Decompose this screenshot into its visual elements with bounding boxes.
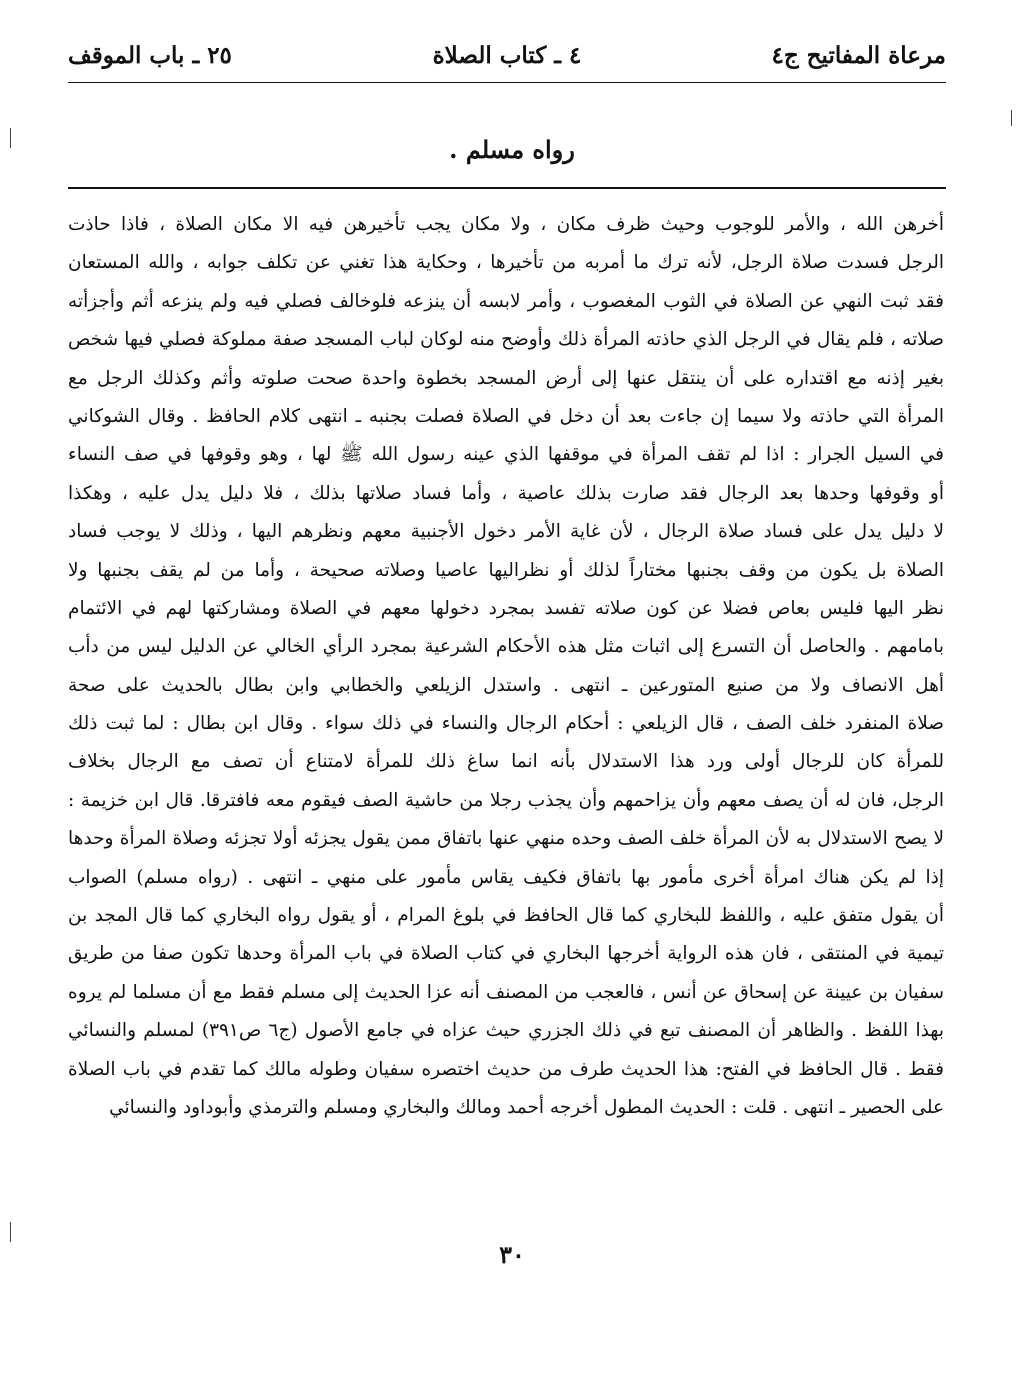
text-line: لا يصح الاستدلال به لأن المرأة خلف الصف وحده منهي عنها باتفاق ممن يقول يجزئه أولا تجزئه وصلاة المرأة وحدها: [68, 828, 944, 850]
text-line: بهذا اللفظ . والظاهر أن المصنف تبع في ذلك الجزري حيث عزاه في جامع الأصول (ج٦ ص٣٩١) لمسلم والنسائي: [68, 1020, 944, 1042]
text-line: فقط . قال الحافظ في الفتح: هذا الحديث طرف من حديث اختصره سفيان وطوله مالك كما تقدم في باب الصلاة: [68, 1058, 944, 1080]
commentary-body: [68, 206, 944, 1127]
text-line: سفيان بن عيينة عن إسحاق عن أنس ، فالعجب من المصنف أنه عزا الحديث إلى مسلم فقط مع أن مسلما لم يروه: [68, 981, 944, 1003]
header-chapter: ٤ ـ كتاب الصلاة: [432, 42, 582, 69]
running-header: [68, 38, 946, 78]
text-line: المرأة التي حاذته ولا سيما إن جاءت بعد أن دخل في الصلاة فصلت بجنبه ـ انتهى كلام الحافظ . وقال الشوكاني: [68, 405, 944, 427]
text-line: بامامهم . والحاصل أن التسرع إلى اثبات مثل هذه الأحكام الشرعية بمجرد الرأي الخالي عن الدليل ليس من دأب: [68, 636, 944, 658]
text-line: نظر اليها فليس بعاص فضلا عن كون صلاته تفسد بمجرد دخولها معهم في الصلاة ومشاركتها لهم في الائتمام: [68, 597, 944, 619]
text-line: أخرهن الله ، والأمر للوجوب وحيث ظرف مكان ، ولا مكان يجب تأخيرهن فيه الا مكان الصلاة ، فاذا حاذت: [68, 214, 944, 235]
header-divider: [68, 82, 946, 83]
header-section: ٢٥ ـ باب الموقف: [68, 42, 232, 69]
text-line: صلاته ، فلم يقال في الرجل الذي حاذته المرأة ذلك وأوضح منه لوكان لباب المسجد صفة مملوكة فصلي فيها شخص: [68, 329, 944, 351]
text-line: على الحصير ـ انتهى . قلت : الحديث المطول أخرجه أحمد ومالك والبخاري ومسلم والترمذي وأبوداود والنسائي: [109, 1096, 944, 1118]
text-line: أهل الانصاف ولا من صنيع المتورعين ـ انتهى . واستدل الزيلعي والخطابي وابن بطال بالحديث على صحة: [68, 674, 944, 696]
text-line: تيمية في المنتقى ، فان هذه الرواية أخرجها البخاري في كتاب الصلاة في باب المرأة وحدها تكون صفا من طريق: [68, 943, 944, 965]
page-number: ٣٠: [499, 1240, 525, 1269]
text-line: الصلاة بل يكون من وقف بجنبها مختاراً لذلك أو نظراليها عاصيا وصلاته صحيحة ، وأما من لم يقف بجنبها ولا: [68, 559, 944, 581]
text-line: بغير إذنه مع اقتداره على أن ينتقل عنها إلى أرض المسجد بخطوة واحدة صحت صلوته وأثم وكذلك الرجل مع: [68, 367, 944, 389]
section-divider: [68, 187, 946, 189]
text-line: في السيل الجرار : اذا لم تقف المرأة في موقفها الذي عينه رسول الله ﷺ لها ، وهو وقوفها في صف النساء: [68, 444, 944, 466]
scan-mark: [1011, 110, 1012, 126]
hadith-reference: رواه مسلم .: [449, 135, 575, 164]
text-line: أو وقوفها وحدها بعد الرجال فقد صارت بذلك عاصية ، وأما فساد صلاتها بذلك ، فلا دليل يدل عليه ، وهكذا: [68, 482, 944, 504]
text-line: أن يقول متفق عليه ، واللفظ للبخاري كما قال الحافظ في بلوغ المرام ، أو يقول رواه البخاري كما قال المجد بن: [68, 905, 944, 927]
text-line: فقد ثبت النهي عن الصلاة في الثوب المغصوب ، وأمر لابسه أن ينزعه فلوخالف فصلي فيه ولم ينزعه أثم وأجزأته: [68, 290, 944, 312]
scan-mark: [10, 1222, 11, 1242]
scan-mark: [10, 128, 11, 148]
text-line: صلاة المنفرد خلف الصف ، قال الزيلعي : أحكام الرجال والنساء في ذلك سواء . وقال ابن بطال : لما ثبت ذلك: [68, 713, 944, 735]
header-book-title: مرعاة المفاتيح ج٤: [771, 42, 946, 69]
text-line: إذا لم يكن هناك امرأة أخرى مأمور بها باتفاق فكيف يقاس مأمور على منهي ـ انتهى . (رواه مسلم) الصواب: [68, 866, 944, 888]
text-line: الرجل فسدت صلاة الرجل، لأنه ترك ما أمربه من تأخيرها ، وحكاية هذا تغني عن تكلف جوابه ، والله المستعان: [68, 252, 944, 274]
text-line: الرجل، فان له أن يصف معهم وأن يزاحمهم وأن يجذب رجلا من حاشية الصف فيقوم معه فافترقا. قال ابن خزيمة :: [68, 789, 944, 811]
text-line: لا دليل يدل على فساد صلاة الرجال ، لأن غاية الأمر دخول الأجنبية معهم ونظرهم اليها ، وذلك لا يوجب فساد: [68, 521, 944, 543]
text-line: للمرأة كان للرجال أولى ورد هذا الاستدلال بأنه انما ساغ ذلك للمرأة لامتناع أن تصف مع الرجال بخلاف: [68, 751, 944, 773]
